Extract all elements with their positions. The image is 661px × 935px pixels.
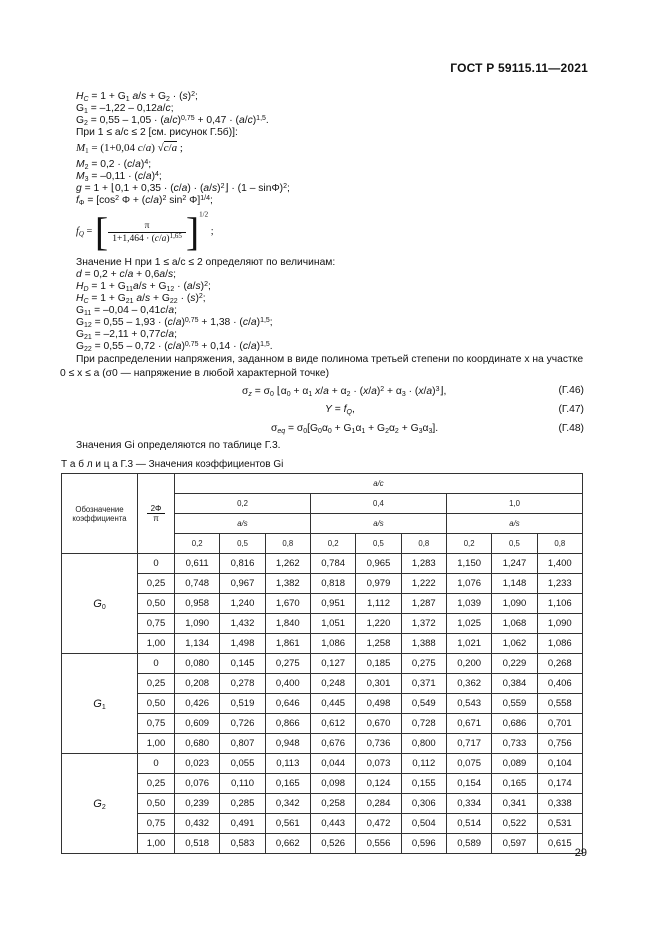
table-cell: 1,861 [265, 634, 310, 654]
header-as: a/s [310, 514, 446, 534]
table-cell: 0,432 [175, 814, 220, 834]
table-cell: 0,334 [446, 794, 491, 814]
table-cell: 1,283 [401, 554, 446, 574]
phi-value: 0,25 [138, 674, 175, 694]
as-value: 0,5 [356, 534, 401, 554]
table-cell: 0,073 [356, 754, 401, 774]
header-row-ac [62, 474, 583, 494]
table-row [62, 654, 583, 674]
table-cell: 0,756 [537, 734, 582, 754]
as-value: 0,2 [175, 534, 220, 554]
table-cell: 1,233 [537, 574, 582, 594]
table-row [62, 694, 583, 714]
coefficient-label: $G_1$ [62, 654, 138, 754]
table-cell: 0,284 [356, 794, 401, 814]
as-value: 0,8 [401, 534, 446, 554]
table-row [62, 674, 583, 694]
table-row [62, 574, 583, 594]
table-cell: 0,104 [537, 754, 582, 774]
table-cell: 0,680 [175, 734, 220, 754]
table-cell: 0,338 [537, 794, 582, 814]
formula-g2: $G_2 = 0,55 - 1,05 \cdot (a/c)^{0,75} + 0,47 \cdot (a/c)^{1,5}$. [76, 115, 269, 127]
ac-value: 1,0 [446, 494, 582, 514]
formula-g: g = 1 + ⌊0,1 + $0,35 \cdot (c/a) \cdot (a/s)^2⌋ \cdot (1 - \sin\Phi)^2$; [76, 183, 290, 194]
table-cell: 1,086 [537, 634, 582, 654]
table-cell: 1,112 [356, 594, 401, 614]
table-cell: 0,498 [356, 694, 401, 714]
table-reference: Значения Gi определяются по таблице Г.3. [76, 440, 281, 451]
table-row [62, 554, 583, 574]
phi-value: 0,25 [138, 774, 175, 794]
table-cell: 1,051 [310, 614, 355, 634]
table-cell: 0,543 [446, 694, 491, 714]
table-cell: 0,671 [446, 714, 491, 734]
polynomial-paragraph: При распределении напряжения, заданном в виде полинома третьей степени по координате x на участке 0 ≤ x ≤ a (σ0 — напряжение в любой характерной точке) [60, 354, 584, 379]
table-cell: 0,055 [220, 754, 265, 774]
table-cell: 1,222 [401, 574, 446, 594]
table-cell: 0,589 [446, 834, 491, 854]
table-cell: 0,526 [310, 834, 355, 854]
phi-value: 0 [138, 654, 175, 674]
phi-value: 0,75 [138, 714, 175, 734]
table-cell: 0,676 [310, 734, 355, 754]
table-cell: 0,113 [265, 754, 310, 774]
table-cell: 1,090 [492, 594, 537, 614]
table-cell: 0,583 [220, 834, 265, 854]
table-cell: 0,491 [220, 814, 265, 834]
phi-value: 1,00 [138, 634, 175, 654]
phi-value: 0,50 [138, 594, 175, 614]
table-cell: 0,965 [356, 554, 401, 574]
table-cell: 1,039 [446, 594, 491, 614]
table-cell: 1,106 [537, 594, 582, 614]
table-cell: 0,278 [220, 674, 265, 694]
table-row [62, 834, 583, 854]
col-header-2phi-pi [138, 474, 175, 554]
table-cell: 0,748 [175, 574, 220, 594]
formula-g11: $G_{11} = -0,04 - 0,41c/a$; [76, 305, 177, 317]
table-cell: 0,371 [401, 674, 446, 694]
table-cell: 1,498 [220, 634, 265, 654]
table-cell: 0,098 [310, 774, 355, 794]
table-cell: 0,800 [401, 734, 446, 754]
table-cell: 0,597 [492, 834, 537, 854]
table-cell: 1,372 [401, 614, 446, 634]
phi-value: 0,50 [138, 694, 175, 714]
table-cell: 0,736 [356, 734, 401, 754]
table-cell: 0,076 [175, 774, 220, 794]
col-header-designation: Обозначение коэффициента [62, 474, 138, 554]
table-cell: 0,154 [446, 774, 491, 794]
table-cell: 0,866 [265, 714, 310, 734]
table-cell: 0,958 [175, 594, 220, 614]
table-cell: 0,615 [537, 834, 582, 854]
formula-hd: $H_D = 1 + G_{11}a/s + G_{12} \cdot (a/s)^2$; [76, 281, 211, 293]
table-row [62, 594, 583, 614]
table-cell: 0,816 [220, 554, 265, 574]
header-ac: a/c [175, 474, 583, 494]
formula-d: d = 0,2 + c/a + 0,6a/s; [76, 269, 176, 280]
table-row [62, 754, 583, 774]
table-cell: 0,784 [310, 554, 355, 574]
table-cell: 0,145 [220, 654, 265, 674]
table-row [62, 634, 583, 654]
table-cell: 1,021 [446, 634, 491, 654]
table-cell: 0,165 [492, 774, 537, 794]
table-cell: 0,504 [401, 814, 446, 834]
table-cell: 0,609 [175, 714, 220, 734]
phi-value: 0,75 [138, 614, 175, 634]
table-cell: 0,472 [356, 814, 401, 834]
as-value: 0,2 [310, 534, 355, 554]
table-cell: 1,086 [310, 634, 355, 654]
table-cell: 0,127 [310, 654, 355, 674]
table-cell: 0,686 [492, 714, 537, 734]
table-row [62, 794, 583, 814]
table-cell: 0,165 [265, 774, 310, 794]
table-cell: 0,951 [310, 594, 355, 614]
as-value: 0,2 [446, 534, 491, 554]
as-value: 0,5 [492, 534, 537, 554]
equation-number-g47: (Г.47) [558, 404, 584, 415]
table-cell: 0,967 [220, 574, 265, 594]
ac-value: 0,2 [175, 494, 311, 514]
table-cell: 0,717 [446, 734, 491, 754]
table-cell: 0,406 [537, 674, 582, 694]
coefficient-label: $G_0$ [62, 554, 138, 654]
table-cell: 0,229 [492, 654, 537, 674]
table-cell: 0,124 [356, 774, 401, 794]
table-cell: 1,090 [175, 614, 220, 634]
table-cell: 0,384 [492, 674, 537, 694]
table-cell: 1,382 [265, 574, 310, 594]
table-cell: 0,443 [310, 814, 355, 834]
table-cell: 0,400 [265, 674, 310, 694]
table-row [62, 734, 583, 754]
formula-g21: $G_{21} = -2,11 + 0,77c/a$; [76, 329, 177, 341]
table-cell: 0,726 [220, 714, 265, 734]
table-cell: 0,342 [265, 794, 310, 814]
equation-number-g46: (Г.46) [558, 385, 584, 396]
table-cell: 0,275 [401, 654, 446, 674]
table-row [62, 814, 583, 834]
table-cell: 1,148 [492, 574, 537, 594]
table-cell: 1,025 [446, 614, 491, 634]
table-cell: 0,080 [175, 654, 220, 674]
formula-g1: $G_1 = -1,22 - 0,12a/c$; [76, 103, 174, 115]
formula-f-phi: $f_\Phi = [\cos^2$ $\Phi + (c/a)^2$ $\sin^2 \Phi]^{1/4}$; [76, 195, 213, 207]
condition-line-2: Значение H при 1 ≤ a/c ≤ 2 определяют по величинам: [76, 257, 336, 268]
table-cell: 0,522 [492, 814, 537, 834]
table-cell: 0,301 [356, 674, 401, 694]
coefficient-label: $G_2$ [62, 754, 138, 854]
table-cell: 0,611 [175, 554, 220, 574]
table-cell: 0,559 [492, 694, 537, 714]
frac-denominator: π [153, 514, 159, 523]
table-cell: 0,362 [446, 674, 491, 694]
table-cell: 1,432 [220, 614, 265, 634]
table-cell: 0,239 [175, 794, 220, 814]
table-cell: 0,075 [446, 754, 491, 774]
document-id: ГОСТ Р 59115.11—2021 [450, 61, 588, 75]
table-cell: 0,662 [265, 834, 310, 854]
table-cell: 1,134 [175, 634, 220, 654]
table-cell: 1,262 [265, 554, 310, 574]
phi-value: 0 [138, 554, 175, 574]
table-cell: 0,268 [537, 654, 582, 674]
phi-value: 0,25 [138, 574, 175, 594]
table-cell: 0,341 [492, 794, 537, 814]
table-cell: 0,514 [446, 814, 491, 834]
table-cell: 1,258 [356, 634, 401, 654]
as-value: 0,5 [220, 534, 265, 554]
table-cell: 0,112 [401, 754, 446, 774]
table-cell: 1,220 [356, 614, 401, 634]
formula-hc: $H_C = 1 + G_1$ $a/s + G_2 \cdot (s)^2$; [76, 91, 198, 103]
formula-sigma-eq: $\sigma_{eq} = \sigma_0[G_0\alpha_0 + G_1\alpha_1 + G_2\alpha_2 + G_3\alpha_3]$. [271, 423, 439, 435]
table-cell: 0,728 [401, 714, 446, 734]
header-as: a/s [446, 514, 582, 534]
table-cell: 1,247 [492, 554, 537, 574]
table-cell: 0,519 [220, 694, 265, 714]
formula-hc-2: $H_C = 1 + G_{21}$ $a/s + G_{22} \cdot (s)^2$; [76, 293, 206, 305]
table-cell: 0,275 [265, 654, 310, 674]
phi-value: 1,00 [138, 734, 175, 754]
table-cell: 0,670 [356, 714, 401, 734]
table-cell: 0,646 [265, 694, 310, 714]
table-cell: 0,612 [310, 714, 355, 734]
formula-m3: $M_3 = -0,11 \cdot (c/a)^4$; [76, 171, 162, 183]
header-as: a/s [175, 514, 311, 534]
equation-number-g48: (Г.48) [558, 423, 584, 434]
condition-line-1: При 1 ≤ a/c ≤ 2 [см. рисунок Г.5б)]: [76, 127, 238, 138]
table-cell: 0,089 [492, 754, 537, 774]
table-cell: 0,445 [310, 694, 355, 714]
table-row [62, 614, 583, 634]
phi-value: 0 [138, 754, 175, 774]
table-cell: 0,807 [220, 734, 265, 754]
table-cell: 1,400 [537, 554, 582, 574]
formula-fq: $f_Q$ = [ $\frac{\pi}{1+1,464 \cdot (c/a)^{1,65}}$ ]$^{1/2}$ ; [76, 209, 214, 254]
table-cell: 0,733 [492, 734, 537, 754]
phi-value: 0,75 [138, 814, 175, 834]
page-number: 29 [574, 847, 587, 859]
table-cell: 1,076 [446, 574, 491, 594]
table-cell: 0,285 [220, 794, 265, 814]
formula-g22: $G_{22} = 0,55 - 0,72 \cdot (c/a)^{0,75} + 0,14 \cdot (c/a)^{1,5}$. [76, 341, 273, 353]
table-cell: 1,240 [220, 594, 265, 614]
table-cell: 0,701 [537, 714, 582, 734]
formula-y: $Y = f_Q$, [325, 404, 355, 416]
table-cell: 0,208 [175, 674, 220, 694]
table-cell: 0,044 [310, 754, 355, 774]
phi-value: 1,00 [138, 834, 175, 854]
table-row [62, 714, 583, 734]
table-cell: 0,561 [265, 814, 310, 834]
as-value: 0,8 [537, 534, 582, 554]
table-cell: 0,556 [356, 834, 401, 854]
frac-numerator: 2Φ [147, 504, 166, 514]
table-cell: 0,979 [356, 574, 401, 594]
ac-value: 0,4 [310, 494, 446, 514]
table-cell: 0,549 [401, 694, 446, 714]
table-cell: 0,531 [537, 814, 582, 834]
table-cell: 1,062 [492, 634, 537, 654]
table-caption: Т а б л и ц а Г.3 — Значения коэффициентов Gi [61, 459, 284, 470]
table-cell: 1,840 [265, 614, 310, 634]
formula-m1: $M_1 = (1+0,04$ c/a) √c/a ; [76, 142, 183, 155]
table-cell: 0,948 [265, 734, 310, 754]
table-cell: 0,596 [401, 834, 446, 854]
table-cell: 0,155 [401, 774, 446, 794]
formula-sigma-z: $\sigma_z = \sigma_0$ $⌊\alpha_0 + \alpha_1$ $x/a + \alpha_2 \cdot (x/a)^2 + \alpha_3$ · $(x/a)^3⌋$, [242, 386, 447, 398]
table-cell: 0,110 [220, 774, 265, 794]
table-cell: 0,558 [537, 694, 582, 714]
table-cell: 1,670 [265, 594, 310, 614]
table-cell: 1,068 [492, 614, 537, 634]
table-cell: 0,426 [175, 694, 220, 714]
table-cell: 0,518 [175, 834, 220, 854]
table-row [62, 774, 583, 794]
table-cell: 1,150 [446, 554, 491, 574]
table-cell: 0,818 [310, 574, 355, 594]
table-cell: 1,388 [401, 634, 446, 654]
table-cell: 1,287 [401, 594, 446, 614]
table-cell: 0,023 [175, 754, 220, 774]
table-cell: 0,258 [310, 794, 355, 814]
table-cell: 0,185 [356, 654, 401, 674]
formula-m2: $M_2 = 0,2 \cdot (c/a)^4$; [76, 159, 152, 171]
table-cell: 0,200 [446, 654, 491, 674]
formula-g12: $G_{12} = 0,55 - 1,93 \cdot (c/a)^{0,75} + 1,38 \cdot (c/a)^{1,5}$; [76, 317, 273, 329]
coefficient-table [61, 473, 583, 854]
table-cell: 0,248 [310, 674, 355, 694]
phi-value: 0,50 [138, 794, 175, 814]
table-cell: 1,090 [537, 614, 582, 634]
table-cell: 0,174 [537, 774, 582, 794]
as-value: 0,8 [265, 534, 310, 554]
table-cell: 0,306 [401, 794, 446, 814]
